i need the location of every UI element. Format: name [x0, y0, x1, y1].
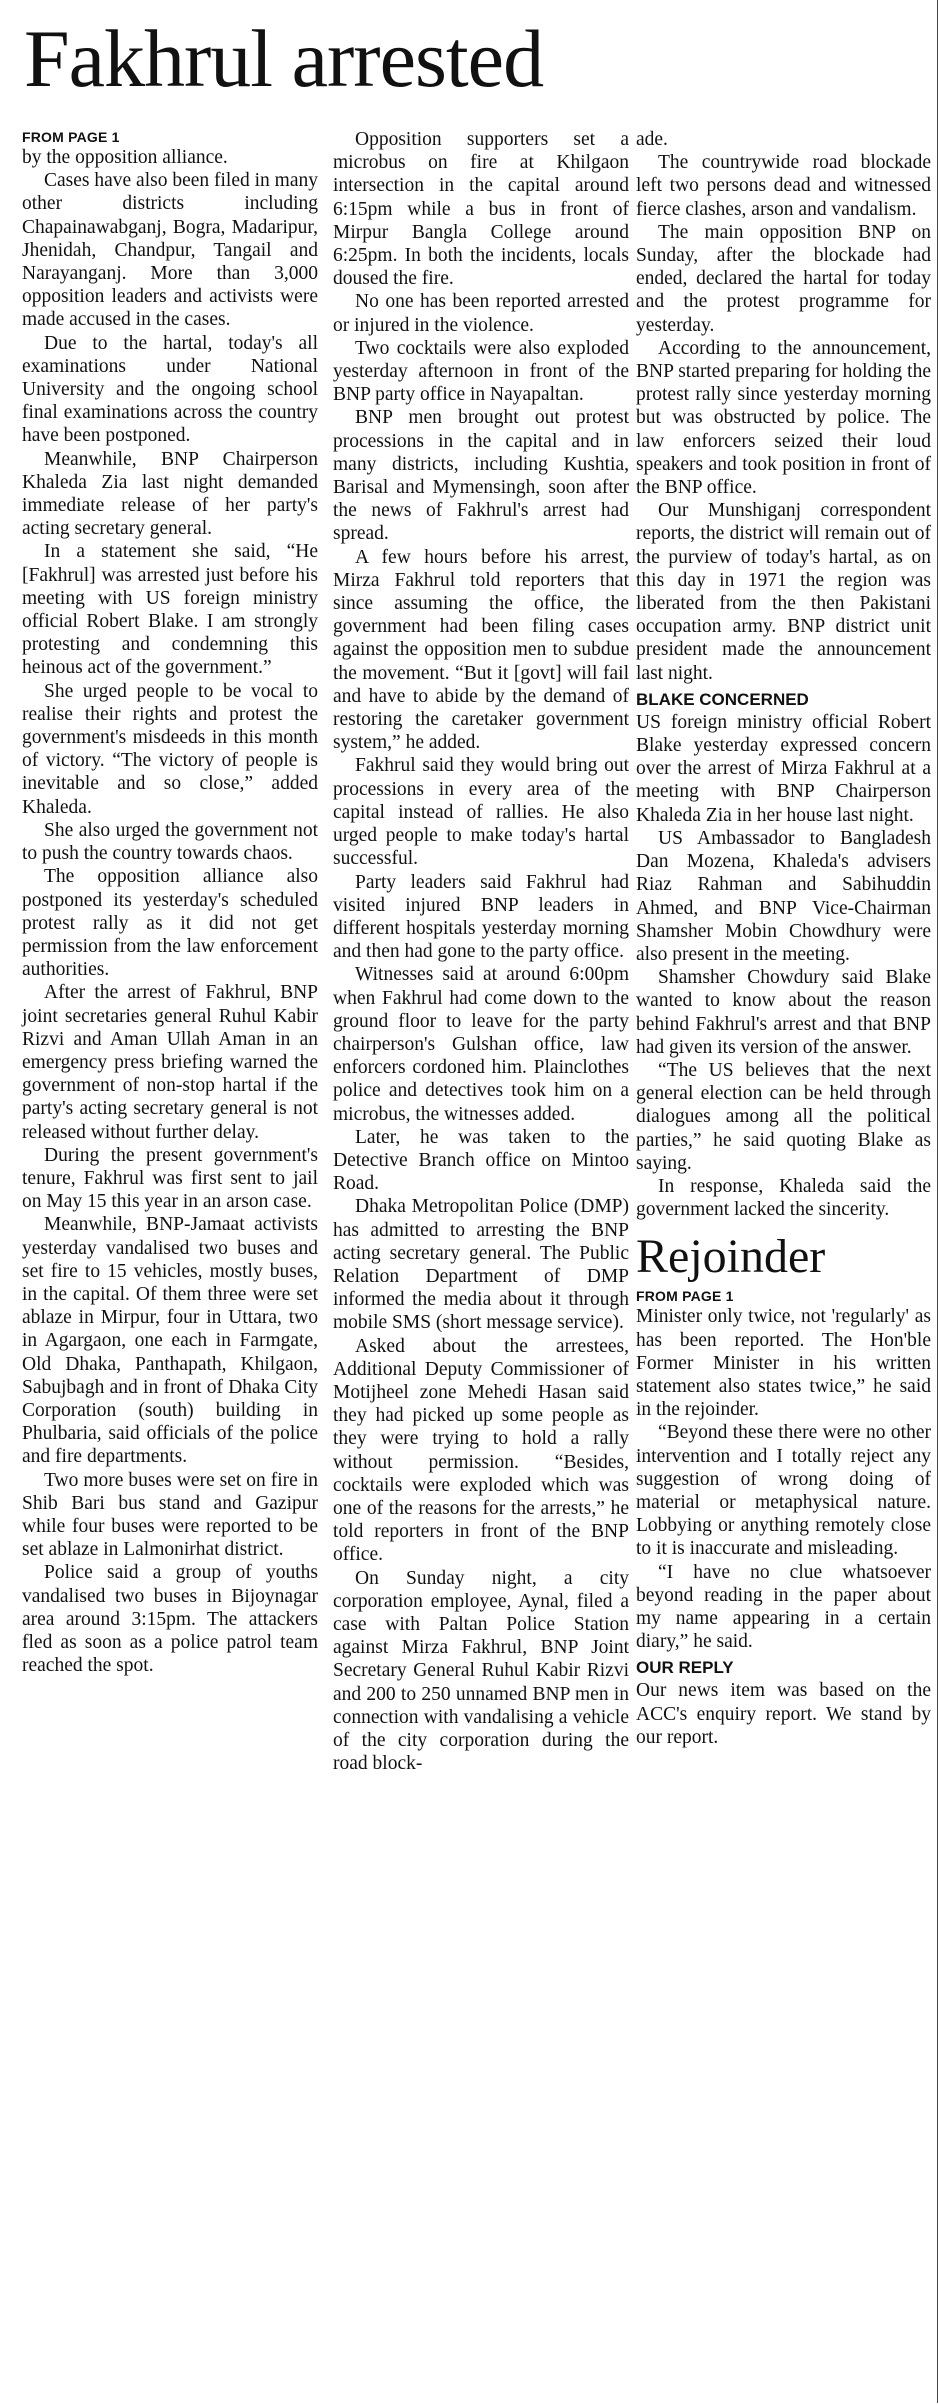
paragraph: Shamsher Chowdury said Blake wanted to know about the reason behind Fakhrul's arrest and that BNP had given its version of the answer. [636, 967, 931, 1058]
article-column-1 [22, 128, 318, 1677]
article-column-3 [636, 128, 931, 1749]
paragraph: Our Munshiganj correspondent reports, the district will remain out of the purview of today's hartal, as on this day in 1971 the region was liberated from the then Pakistani occupation army. BNP district unit president made the announcement last night. [636, 500, 931, 684]
paragraph: “I have no clue whatsoever beyond reading in the paper about my name appearing in a certain diary,” he said. [636, 1561, 931, 1653]
paragraph: No one has been reported arrested or injured in the violence. [333, 291, 629, 336]
paragraph: According to the announcement, BNP started preparing for holding the protest rally since yesterday morning but was obstructed by police. The law enforcers seized their loud speakers and took position in front of the BNP office. [636, 337, 931, 499]
paragraph: After the arrest of Fakhrul, BNP joint secretaries general Ruhul Kabir Rizvi and Aman Ullah Aman in an emergency press briefing warned the government of non-stop hartal if the party's acting secretary general is not released without further delay. [22, 982, 318, 1143]
paragraph: Meanwhile, BNP-Jamaat activists yesterday vandalised two buses and set fire to 15 vehicles, mostly buses, in the capital. Of them three were set ablaze in Mirpur, four in Uttara, two in Agargaon, one each in Farmgate, Old Dhaka, Panthapath, Khilgaon, Sabujbagh and in front of Dhaka City Corporation (south) building in Phulbaria, said officials of the police and fire departments. [22, 1214, 318, 1468]
paragraph: US foreign ministry official Robert Blake yesterday expressed concern over the arrest of Mirza Fakhrul at a meeting with BNP Chairperson Khaleda Zia in her house last night. [636, 711, 931, 826]
paragraph: Party leaders said Fakhrul had visited injured BNP leaders in different hospitals yesterday morning and then had gone to the party office. [333, 871, 629, 963]
paragraph: “The US believes that the next general election can be held through dialogues among all the political parties,” he said quoting Blake as saying. [636, 1059, 931, 1174]
paragraph: In a statement she said, “He [Fakhrul] was arrested just before his meeting with US foreign ministry official Robert Blake. I am strongly protesting and condemning this heinous act of the government.” [22, 541, 318, 679]
paragraph: by the opposition alliance. [22, 147, 228, 168]
paragraph: Meanwhile, BNP Chairperson Khaleda Zia last night demanded immediate release of her party's acting secretary general. [22, 448, 318, 540]
paragraph: On Sunday night, a city corporation employee, Aynal, filed a case with Paltan Police Station against Mirza Fakhrul, BNP Joint Secretary General Ruhul Kabir Rizvi and 200 to 250 unnamed BNP men in connection with vandalising a vehicle of the city corporation during the road block- [333, 1567, 629, 1775]
paragraph: Witnesses said at around 6:00pm when Fakhrul had come down to the ground floor to leave for the party chairperson's Gulshan office, law enforcers cordoned him. Plainclothes police and detectives took him on a microbus, the witnesses added. [333, 964, 629, 1125]
article-column-2 [333, 128, 629, 1775]
paragraph: In response, Khaleda said the government lacked the sincerity. [636, 1175, 931, 1221]
paragraph: She urged people to be vocal to realise their rights and protest the government's misdeeds in this month of victory. “The victory of people is inevitable and so close,” added Khaleda. [22, 680, 318, 818]
paragraph: During the present government's tenure, Fakhrul was first sent to jail on May 15 this year in an arson case. [22, 1144, 318, 1213]
rejoinder-title: Rejoinder [636, 1230, 826, 1284]
paragraph: The main opposition BNP on Sunday, after the blockade had ended, declared the hartal for today and the protest programme for yesterday. [636, 221, 931, 336]
paragraph: Two more buses were set on fire in Shib Bari bus stand and Gazipur while four buses were reported to be set ablaze in Lalmonirhat district. [22, 1469, 318, 1561]
paragraph: She also urged the government not to push the country towards chaos. [22, 819, 318, 865]
our-reply-heading: OUR REPLY [636, 1658, 734, 1678]
paragraph: BNP men brought out protest processions in the capital and in many districts, including Kushtia, Barisal and Mymensingh, soon after the news of Fakhrul's arrest had spread. [333, 407, 629, 545]
blake-concerned-subhead: BLAKE CONCERNED [636, 689, 809, 709]
paragraph: The countrywide road blockade left two persons dead and witnessed fierce clashes, arson and vandalism. [636, 152, 931, 220]
paragraph: Our news item was based on the ACC's enquiry report. We stand by our report. [636, 1680, 931, 1748]
paragraph: A few hours before his arrest, Mirza Fakhrul told reporters that since assuming the office, the government had been filing cases against the opposition men to subdue the movement. “But it [govt] will fail and have to abide by the demand of restoring the caretaker government system,” he added. [333, 546, 629, 754]
paragraph: Due to the hartal, today's all examinations under National University and the ongoing school final examinations across the country have been postponed. [22, 332, 318, 447]
paragraph: “Beyond these there were no other intervention and I totally reject any suggestion of wrong doing of material or metaphysical nature. Lobbying or anything remotely close to it is inaccurate and misleading. [636, 1422, 931, 1560]
paragraph: Opposition supporters set a microbus on fire at Khilgaon intersection in the capital around 6:15pm while a bus in front of Mirpur Bangla College around 6:25pm. In both the incidents, locals doused the fire. [333, 129, 629, 290]
rejoinder-section [636, 1231, 931, 1749]
paragraph: Minister only twice, not 'regularly' as has been reported. The Hon'ble Former Minister in his written statement also states twice,” he said in the rejoinder. [636, 1306, 931, 1421]
rejoinder-kicker: FROM PAGE 1 [636, 1288, 734, 1305]
paragraph-continuation: ade. [636, 129, 668, 150]
headline: Fakhrul arrested [24, 13, 544, 104]
paragraph: Fakhrul said they would bring out processions in every area of the capital instead of rallies. He also urged people to make today's hartal successful. [333, 755, 629, 870]
paragraph: Cases have also been filed in many other districts including Chapainawabganj, Bogra, Madaripur, Jhenidah, Chandpur, Tangail and Narayanganj. More than 3,000 opposition leaders and activists were made accused in the cases. [22, 170, 318, 331]
paragraph: Police said a group of youths vandalised two buses in Bijoynagar area around 3:15pm. The attackers fled as soon as a police patrol team reached the spot. [22, 1562, 318, 1677]
paragraph: Later, he was taken to the Detective Branch office on Mintoo Road. [333, 1126, 629, 1195]
paragraph: Asked about the arrestees, Additional Deputy Commissioner of Motijheel zone Mehedi Hasan said they had picked up some people as they were trying to hold a rally without permission. “Besides, cocktails were exploded which was one of the reasons for the arrests,” he told reporters in front of the BNP office. [333, 1335, 629, 1566]
paragraph: Dhaka Metropolitan Police (DMP) has admitted to arresting the BNP acting secretary general. The Public Relation Department of DMP informed the media about it through mobile SMS (short message service). [333, 1196, 629, 1334]
from-page-kicker: FROM PAGE 1 [22, 129, 120, 145]
paragraph: Two cocktails were also exploded yesterday afternoon in front of the BNP party office in Nayapaltan. [333, 337, 629, 406]
paragraph: US Ambassador to Bangladesh Dan Mozena, Khaleda's advisers Riaz Rahman and Sabihuddin Ahmed, and BNP Vice-Chairman Shamsher Mobin Chowdhury were also present in the meeting. [636, 827, 931, 965]
paragraph: The opposition alliance also postponed its yesterday's scheduled protest rally as it did not get permission from the law enforcement authorities. [22, 866, 318, 981]
